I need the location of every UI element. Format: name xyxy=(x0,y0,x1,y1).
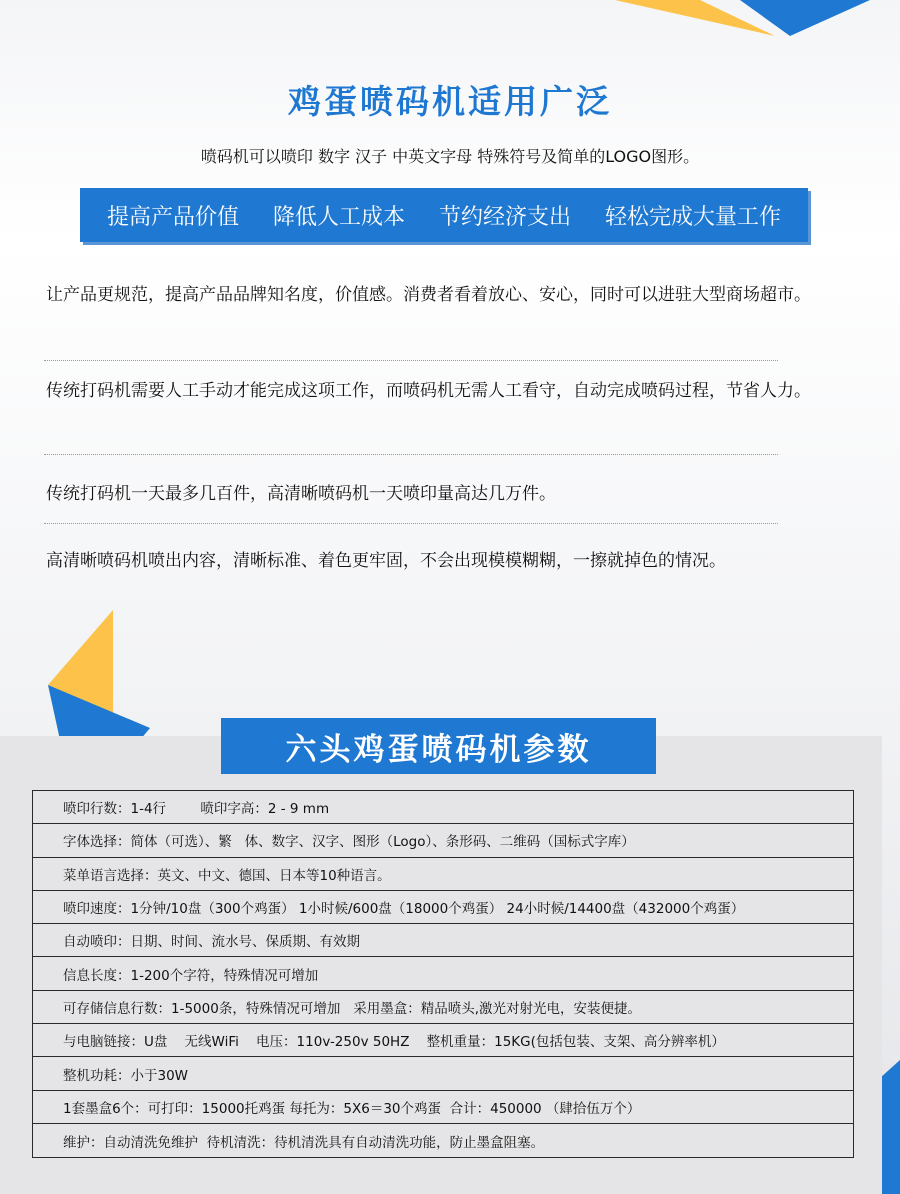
page-subtitle: 喷码机可以喷印 数字 汉子 中英文字母 特殊符号及简单的LOGO图形。 xyxy=(200,147,700,166)
benefit-item: 轻松完成大量工作 xyxy=(604,204,781,230)
benefit-item: 提高产品价值 xyxy=(106,204,239,230)
spec-row-languages: 菜单语言选择：英文、中文、德国、日本等10种语言。 xyxy=(33,858,853,891)
benefits-banner xyxy=(80,188,808,242)
spec-row-power: 整机功耗：小于30W xyxy=(33,1057,853,1090)
paragraph-labor: 传统打码机需要人工手动才能完成这项工作，而喷码机无需人工看守，自动完成喷码过程，节省人力。 xyxy=(46,381,811,401)
paragraph-brand: 让产品更规范，提高产品品牌知名度，价值感。消费者看着放心、安心，同时可以进驻大型商场超市。 xyxy=(46,285,811,305)
spec-row-connectivity: 与电脑链接：U盘 无线WiFi 电压：110v-250v 50HZ 整机重量：15KG(包括包装、支架、高分辨率机） xyxy=(33,1024,853,1057)
divider xyxy=(44,360,778,361)
params-title: 六头鸡蛋喷码机参数 xyxy=(221,718,656,774)
divider xyxy=(44,454,778,455)
spec-row-message-length: 信息长度：1-200个字符，特殊情况可增加 xyxy=(33,957,853,990)
spec-row-print-lines: 喷印行数：1-4行 喷印字高：2 - 9 mm xyxy=(33,791,853,824)
spec-row-ink: 1套墨盒6个：可打印：15000托鸡蛋 每托为：5X6＝30个鸡蛋 合计：450000 （肆拾伍万个） xyxy=(33,1091,853,1124)
spec-row-maintenance: 维护：自动清洗免维护 待机清洗：待机清洗具有自动清洗功能，防止墨盒阻塞。 xyxy=(63,1134,545,1151)
spec-table xyxy=(32,790,854,1158)
spec-row-fonts: 字体选择：简体（可选）、繁 体、数字、汉字、图形（Logo）、条形码、二维码（国标式字库） xyxy=(33,824,853,857)
top-right-triangles xyxy=(0,0,900,60)
paragraph-quality: 高清晰喷码机喷出内容，清晰标准、着色更牢固，不会出现模模糊糊，一擦就掉色的情况。 xyxy=(46,551,726,571)
spec-row-storage: 可存储信息行数：1-5000条，特殊情况可增加 采用墨盒：精品喷头,激光对射光电，安装便捷。 xyxy=(33,991,853,1024)
spec-row-speed: 喷印速度：1分钟/10盘（300个鸡蛋） 1小时候/600盘（18000个鸡蛋） 24小时候/14400盘（432000个鸡蛋） xyxy=(33,891,853,924)
paragraph-throughput: 传统打码机一天最多几百件，高清晰喷码机一天喷印量高达几万件。 xyxy=(46,484,556,504)
benefit-item: 降低人工成本 xyxy=(272,204,405,230)
left-middle-triangles xyxy=(0,600,200,740)
page-title: 鸡蛋喷码机适用广泛 xyxy=(288,82,612,121)
divider xyxy=(44,523,778,524)
spec-row-auto-print: 自动喷印：日期、时间、流水号、保质期、有效期 xyxy=(33,924,853,957)
benefit-item: 节约经济支出 xyxy=(438,204,571,230)
